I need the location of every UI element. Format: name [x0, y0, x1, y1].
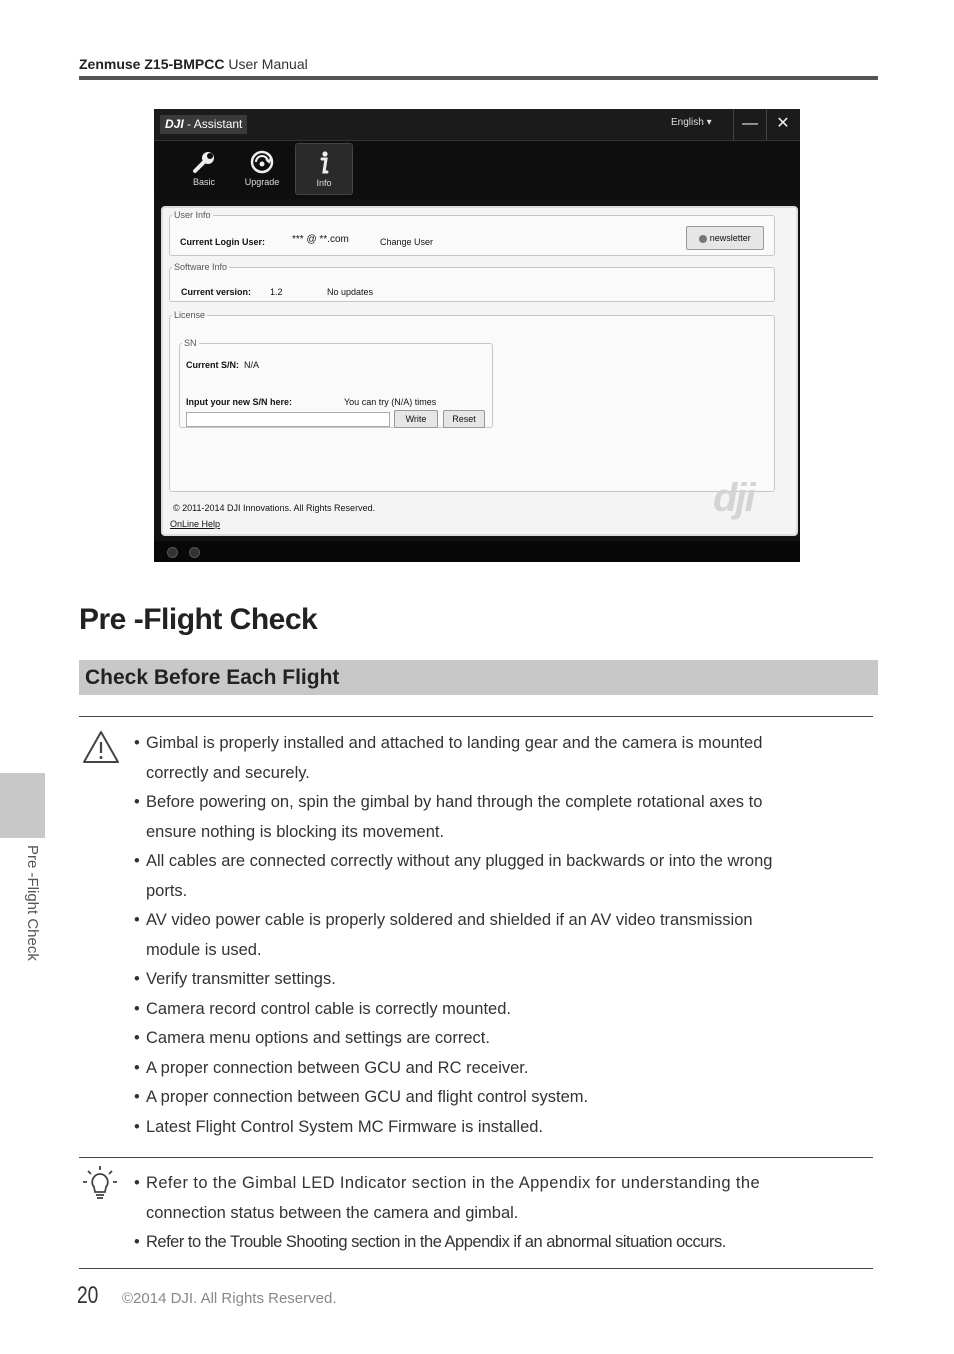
tab-info[interactable]: [295, 143, 353, 195]
app-title-rest: - Assistant: [183, 117, 243, 131]
license-legend: License: [174, 310, 206, 320]
list-item-text: A proper connection between GCU and flight control system.: [146, 1088, 589, 1106]
footer-copyright: ©2014 DJI. All Rights Reserved.: [122, 1290, 337, 1307]
current-sn-value: N/A: [244, 360, 260, 370]
manual-label: User Manual: [228, 56, 308, 72]
current-sn-label: Current S/N:: [186, 360, 240, 370]
list-item-text: Refer to the Trouble Shooting section in the Appendix if an abnormal situation occurs.: [146, 1233, 726, 1251]
sn-tries: You can try (N/A) times: [344, 397, 437, 407]
status-bar: [154, 541, 800, 562]
language-select[interactable]: [671, 117, 712, 128]
tab-upgrade[interactable]: [234, 143, 290, 193]
close-button[interactable]: ✕: [766, 109, 799, 140]
user-info-legend: User Info: [174, 210, 211, 220]
list-item-text: All cables are connected correctly without any plugged in backwards or into the wrong: [146, 852, 773, 870]
tab-basic-label: Basic: [192, 177, 215, 187]
list-item-text: module is used.: [146, 940, 262, 959]
tab-basic[interactable]: [176, 143, 232, 193]
list-item-text: AV video power cable is properly soldered and shielded if an AV video transmission: [146, 911, 753, 929]
reset-button[interactable]: Reset: [443, 410, 485, 428]
wrench-icon: [191, 149, 217, 175]
version-value: 1.2: [270, 287, 283, 297]
document-header: [79, 56, 308, 72]
page-title: Pre -Flight Check: [79, 603, 318, 636]
list-item: • A proper connection between GCU and flight control system.: [134, 1088, 589, 1106]
write-button[interactable]: Write: [394, 410, 438, 428]
info-panel: [161, 206, 798, 536]
list-item-text: Camera record control cable is correctly mounted.: [146, 1000, 511, 1018]
list-item-text: Before powering on, spin the gimbal by hand through the complete rotational axes to: [146, 793, 763, 811]
newsletter-icon: [699, 235, 707, 243]
list-item-text: Camera menu options and settings are correct.: [146, 1029, 490, 1047]
list-item: • Refer to the Gimbal LED Indicator section in the Appendix for understanding the connection status between the camera and gimbal.: [134, 1169, 873, 1228]
list-item-text: connection status between the camera and gimbal.: [146, 1203, 519, 1222]
online-help-link[interactable]: OnLine Help: [170, 519, 221, 529]
list-item-text: correctly and securely.: [146, 763, 310, 782]
lightbulb-icon: [80, 1164, 120, 1204]
divider: [79, 1268, 873, 1269]
dji-assistant-screenshot: [154, 109, 800, 562]
header-rule: [79, 76, 878, 80]
list-item: • Verify transmitter settings.: [134, 970, 336, 988]
info-icon: [311, 150, 337, 176]
login-label: Current Login User:: [180, 237, 266, 247]
version-label: Current version:: [181, 287, 252, 297]
newsletter-label: newsletter: [709, 233, 751, 243]
list-item: • Latest Flight Control System MC Firmware is installed.: [134, 1118, 544, 1136]
list-item: • A proper connection between GCU and RC receiver.: [134, 1059, 529, 1077]
divider: [79, 1157, 873, 1158]
dji-logo: dji: [713, 476, 754, 520]
list-item-text: ports.: [146, 881, 188, 900]
change-user-link[interactable]: Change User: [380, 237, 434, 247]
toolbar: [154, 141, 800, 199]
app-copyright: © 2011-2014 DJI Innovations. All Rights Reserved.: [173, 503, 376, 513]
login-value: *** @ **.com: [292, 234, 349, 245]
list-item: • Camera record control cable is correctly mounted.: [134, 1000, 511, 1018]
update-status: No updates: [327, 287, 374, 297]
side-tab-label: Pre -Flight Check: [24, 845, 41, 961]
license-group: [169, 310, 775, 492]
sn-group: [179, 338, 493, 428]
list-item: • AV video power cable is properly soldered and shielded if an AV video transmission module is used.: [134, 906, 873, 965]
section-title: Check Before Each Flight: [85, 666, 340, 689]
list-item: • Gimbal is properly installed and attached to landing gear and the camera is mounted correctly and securely.: [134, 729, 873, 788]
page-number: 20: [77, 1282, 99, 1309]
list-item-text: Refer to the Gimbal LED Indicator section in the Appendix for understanding the: [146, 1174, 761, 1192]
globe-refresh-icon: [249, 149, 275, 175]
list-item: • Refer to the Trouble Shooting section in the Appendix if an abnormal situation occurs.: [134, 1233, 726, 1251]
list-item: • All cables are connected correctly without any plugged in backwards or into the wrong ports.: [134, 847, 873, 906]
minimize-button[interactable]: —: [733, 109, 766, 140]
user-info-group: [169, 210, 775, 256]
section-header: [79, 660, 878, 695]
sn-input[interactable]: [186, 412, 390, 427]
list-item: • Before powering on, spin the gimbal by hand through the complete rotational axes to ensure nothing is blocking its movement.: [134, 788, 873, 847]
app-title-brand: DJI: [165, 117, 184, 131]
software-info-legend: Software Info: [174, 262, 228, 272]
tab-upgrade-label: Upgrade: [244, 177, 280, 187]
list-item: • Camera menu options and settings are correct.: [134, 1029, 490, 1047]
list-item-text: ensure nothing is blocking its movement.: [146, 822, 445, 841]
side-tab: [0, 773, 45, 838]
list-item-text: Gimbal is properly installed and attached to landing gear and the camera is mounted: [146, 734, 763, 752]
language-value: English: [671, 117, 704, 128]
sn-legend: SN: [184, 338, 197, 348]
sn-input-label: Input your new S/N here:: [186, 397, 293, 407]
app-title: [160, 115, 247, 134]
warning-icon: [82, 730, 120, 764]
status-dot-icon: [189, 547, 200, 558]
divider: [79, 716, 873, 717]
list-item-text: A proper connection between GCU and RC receiver.: [146, 1059, 529, 1077]
title-bar: [154, 109, 800, 141]
product-name: Zenmuse Z15-BMPCC: [79, 56, 225, 72]
chevron-down-icon: ▾: [706, 117, 712, 128]
tab-info-label: Info: [316, 178, 332, 188]
status-dot-icon: [167, 547, 178, 558]
software-info-group: [169, 262, 775, 302]
list-item-text: Latest Flight Control System MC Firmware is installed.: [146, 1118, 544, 1136]
list-item-text: Verify transmitter settings.: [146, 970, 336, 988]
newsletter-button[interactable]: [686, 226, 764, 250]
